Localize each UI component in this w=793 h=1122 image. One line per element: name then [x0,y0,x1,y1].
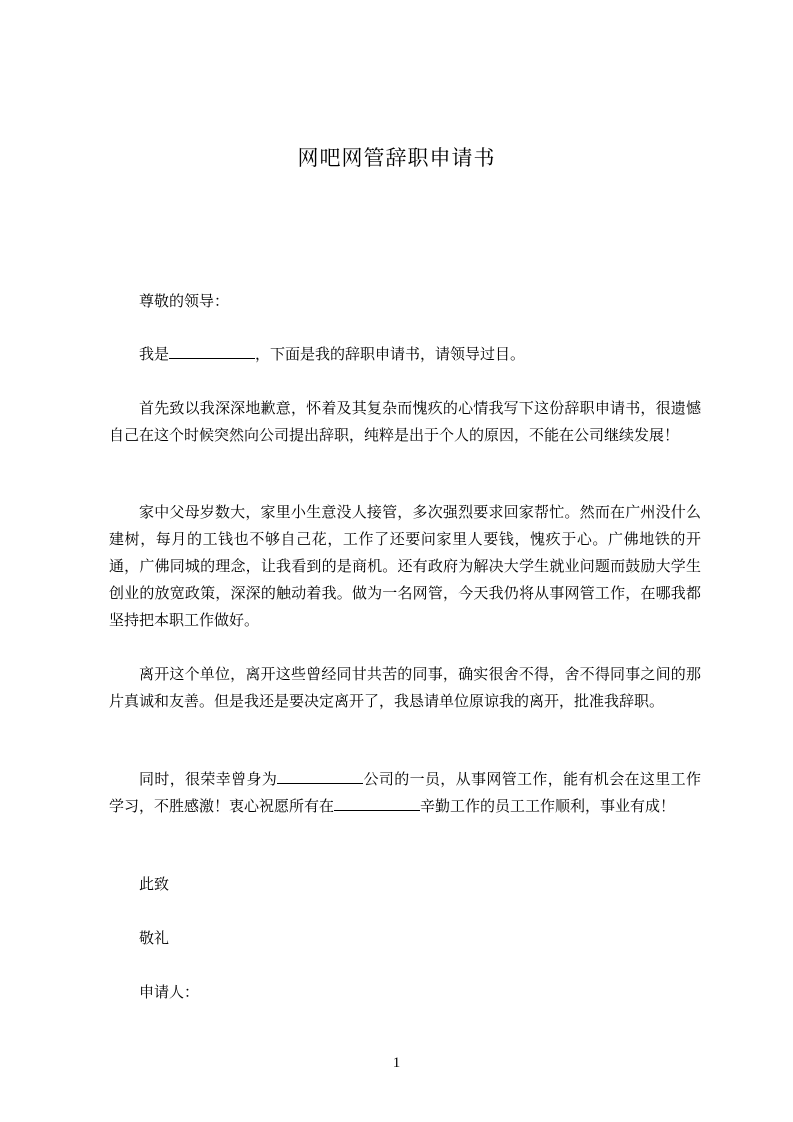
name-blank [169,344,255,359]
intro-text-after: ，下面是我的辞职申请书，请领导过目。 [255,345,526,363]
closing-cizhi: 此致 [139,875,170,893]
workplace-blank [334,796,420,811]
paragraph-apology: 首先致以我深深地歉意，怀着及其复杂而愧疚的心情我写下这份辞职申请书，很遗憾自己在这个时候突然向公司提出辞职，纯粹是出于个人的原因，不能在公司继续发展！ [109,399,701,444]
company-blank [277,769,363,784]
gratitude-text-b: 公司的一员，从事网管工作，能有机会在这里工作学习，不胜感激！衷心祝愿所有在 [109,770,701,815]
page-number: 1 [392,1055,401,1071]
intro-text-before: 我是 [139,345,170,363]
paragraph-intro [109,341,701,368]
document-title: 网吧网管辞职申请书 [297,146,496,170]
salutation: 尊敬的领导： [139,292,230,310]
applicant-label: 申请人： [139,983,200,1001]
paragraph-gratitude [109,766,701,820]
paragraph-reasons: 家中父母岁数大，家里小生意没人接管，多次强烈要求回家帮忙。然而在广州没什么建树，每月的工钱也不够自己花，工作了还要问家里人要钱，愧疚于心。广佛地铁的开通，广佛同城的理念，让我看到的是商机。还有政府为解决大学生就业问题而鼓励大学生创业的放宽政策，深深的触动着我。做为一名网管，今天我仍将从事网管工作，在哪我都坚持把本职工作做好。 [109,503,701,629]
closing-jingli: 敬礼 [139,929,170,947]
gratitude-text-a: 同时，很荣幸曾身为 [139,770,278,788]
paragraph-farewell: 离开这个单位，离开这些曾经同甘共苦的同事，确实很舍不得，舍不得同事之间的那片真诚和友善。但是我还是要决定离开了，我恳请单位原谅我的离开，批准我辞职。 [109,665,701,710]
gratitude-text-c: 辛勤工作的员工工作顺利，事业有成！ [420,797,676,815]
